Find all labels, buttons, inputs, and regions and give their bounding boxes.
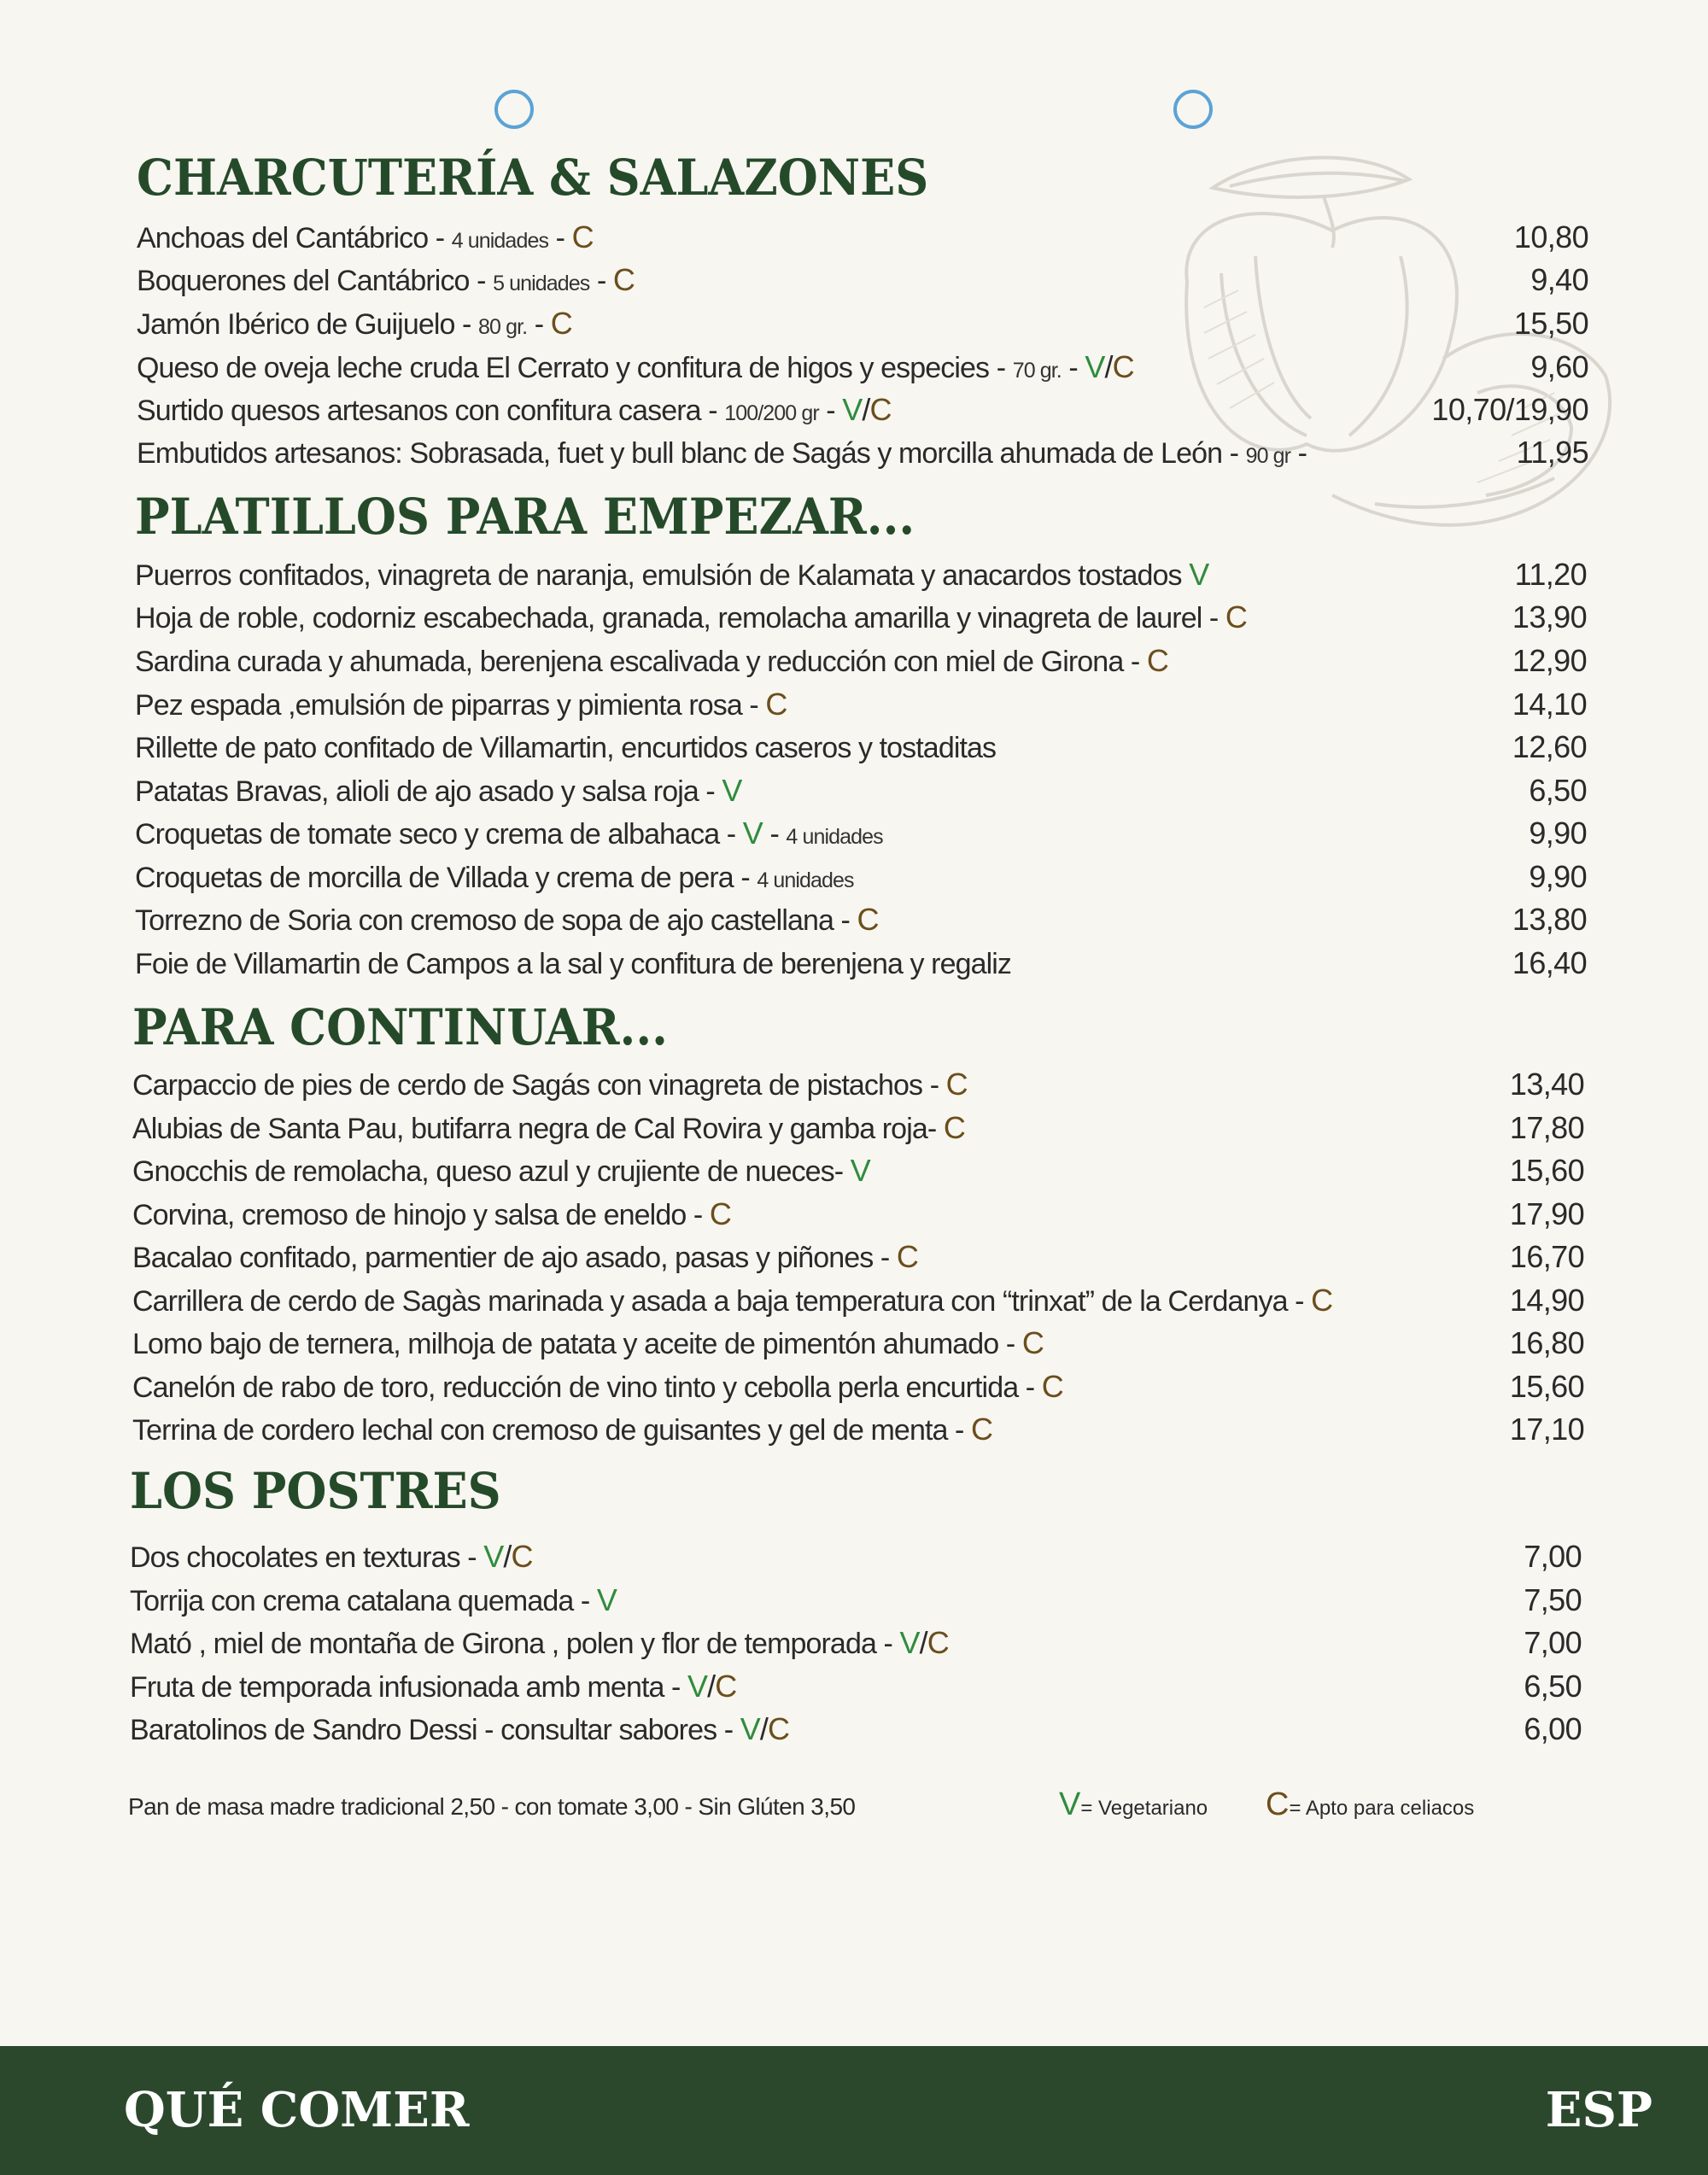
- price: 12,90: [1512, 643, 1587, 678]
- menu-item: Bacalao confitado, parmentier de ajo asado, pasas y piñones - C 16,70: [132, 1236, 1584, 1278]
- price: 6,00: [1524, 1711, 1582, 1746]
- price: 7,00: [1524, 1539, 1582, 1574]
- price: 11,95: [1516, 435, 1588, 470]
- vegetarian-celiac-tag: V/C: [842, 392, 892, 427]
- vegetarian-tag: V: [596, 1582, 617, 1617]
- celiac-tag: C: [765, 687, 787, 722]
- menu-item: Pez espada ,emulsión de piparras y pimienta rosa - C 14,10: [135, 683, 1587, 726]
- price: 6,50: [1524, 1669, 1582, 1704]
- menu-item: Torrezno de Soria con cremoso de sopa de ajo castellana - C 13,80: [135, 898, 1587, 941]
- menu-item: Alubias de Santa Pau, butifarra negra de Cal Rovira y gamba roja- C 17,80: [132, 1107, 1584, 1149]
- price: 12,60: [1512, 729, 1587, 764]
- celiac-tag: C: [1146, 643, 1168, 678]
- price: 16,80: [1509, 1325, 1584, 1360]
- vegetarian-celiac-tag: V/C: [740, 1711, 790, 1746]
- celiac-tag: C: [1021, 1325, 1044, 1360]
- price: 11,20: [1514, 557, 1587, 592]
- celiac-tag: C: [1225, 599, 1248, 634]
- vegetarian-celiac-tag: V/C: [687, 1669, 737, 1704]
- celiac-tag: C: [571, 219, 594, 254]
- vegetarian-tag: V: [850, 1153, 870, 1188]
- menu-item: Croquetas de morcilla de Villada y crema de pera - 4 unidades 9,90: [135, 856, 1587, 898]
- ring-hole-icon: [1173, 90, 1213, 129]
- price: 7,50: [1524, 1582, 1582, 1617]
- menu-item: Hoja de roble, codorniz escabechada, granada, remolacha amarilla y vinagreta de laurel - C 13,90: [135, 596, 1587, 639]
- menu-item: Surtido quesos artesanos con confitura casera - 100/200 gr - V/C 10,70/19,90: [137, 389, 1588, 431]
- menu-item: Canelón de rabo de toro, reducción de vino tinto y cebolla perla encurtida - C 15,60: [132, 1365, 1584, 1408]
- legend-vegetarian: V= Vegetariano: [1059, 1786, 1208, 1822]
- menu-item: Embutidos artesanos: Sobrasada, fuet y bull blanc de Sagás y morcilla ahumada de León - 90 gr - 11,95: [137, 431, 1588, 474]
- celiac-tag: C: [709, 1196, 731, 1231]
- price: 15,60: [1509, 1369, 1584, 1404]
- price: 14,90: [1509, 1283, 1584, 1318]
- menu-item: Jamón Ibérico de Guijuelo - 80 gr. - C 15,50: [137, 302, 1588, 345]
- price: 9,40: [1530, 262, 1588, 297]
- celiac-tag: C: [612, 262, 635, 297]
- vegetarian-tag: V: [722, 773, 742, 808]
- price: 17,90: [1509, 1196, 1584, 1231]
- price: 9,90: [1529, 816, 1587, 851]
- celiac-tag: C: [857, 902, 879, 937]
- menu-item: Fruta de temporada infusionada amb menta - V/C 6,50: [130, 1665, 1582, 1708]
- vegetarian-tag: V: [742, 816, 763, 851]
- price: 9,90: [1529, 859, 1587, 894]
- menu-item: Anchoas del Cantábrico - 4 unidades - C 10,80: [137, 216, 1588, 259]
- menu-item: Puerros confitados, vinagreta de naranja, emulsión de Kalamata y anacardos tostados V 11,20: [135, 553, 1587, 596]
- celiac-tag: C: [945, 1067, 968, 1102]
- price: 17,10: [1509, 1412, 1584, 1447]
- celiac-tag: C: [971, 1412, 993, 1447]
- section-title-postres: LOS POSTRES: [130, 1460, 501, 1520]
- menu-item: Carpaccio de pies de cerdo de Sagás con vinagreta de pistachos - C 13,40: [132, 1063, 1584, 1106]
- menu-item: Foie de Villamartin de Campos a la sal y confitura de berenjena y regaliz 16,40: [135, 942, 1587, 985]
- price: 10,80: [1513, 219, 1588, 254]
- ring-hole-icon: [494, 90, 534, 129]
- price: 17,80: [1509, 1110, 1584, 1145]
- price: 16,70: [1509, 1239, 1584, 1274]
- section-title-continuar: PARA CONTINUAR...: [132, 997, 668, 1056]
- legend-celiac: C= Apto para celiacos: [1266, 1786, 1475, 1822]
- price: 10,70/19,90: [1431, 392, 1588, 427]
- menu-item: Torrija con crema catalana quemada - V 7,50: [130, 1579, 1582, 1622]
- menu-item: Mató , miel de montaña de Girona , polen y flor de temporada - V/C 7,00: [130, 1622, 1582, 1664]
- price: 7,00: [1524, 1625, 1582, 1660]
- section-title-charcuteria: CHARCUTERÍA & SALAZONES: [137, 147, 929, 207]
- menu-item: Rillette de pato confitado de Villamartin, encurtidos caseros y tostaditas 12,60: [135, 726, 1587, 769]
- menu-item: Dos chocolates en texturas - V/C 7,00: [130, 1535, 1582, 1578]
- vegetarian-celiac-tag: V/C: [899, 1625, 949, 1660]
- vegetarian-tag: V: [1189, 557, 1209, 592]
- vegetarian-celiac-tag: V/C: [1085, 349, 1134, 384]
- price: 13,90: [1512, 599, 1587, 634]
- vegetarian-celiac-tag: V/C: [483, 1539, 533, 1574]
- menu-item: Croquetas de tomate seco y crema de albahaca - V - 4 unidades 9,90: [135, 812, 1587, 855]
- price: 13,40: [1509, 1067, 1584, 1102]
- celiac-tag: C: [896, 1239, 919, 1274]
- bread-note: Pan de masa madre tradicional 2,50 - con tomate 3,00 - Sin Glúten 3,50: [128, 1793, 856, 1820]
- menu-item: Patatas Bravas, alioli de ajo asado y salsa roja - V 6,50: [135, 769, 1587, 812]
- price: 15,50: [1513, 306, 1588, 341]
- price: 16,40: [1512, 945, 1587, 980]
- menu-item: Sardina curada y ahumada, berenjena escalivada y reducción con miel de Girona - C 12,90: [135, 640, 1587, 682]
- menu-item: Baratolinos de Sandro Dessi - consultar sabores - V/C 6,00: [130, 1708, 1582, 1751]
- menu-item: Terrina de cordero lechal con cremoso de guisantes y gel de menta - C 17,10: [132, 1408, 1584, 1451]
- section-title-platillos: PLATILLOS PARA EMPEZAR...: [135, 486, 915, 546]
- language-label: ESP: [1545, 2082, 1652, 2138]
- celiac-tag: C: [1041, 1369, 1063, 1404]
- price: 9,60: [1530, 349, 1588, 384]
- menu-item: Lomo bajo de ternera, milhoja de patata y aceite de pimentón ahumado - C 16,80: [132, 1322, 1584, 1365]
- menu-item: Queso de oveja leche cruda El Cerrato y confitura de higos y especies - 70 gr. - V/C 9,60: [137, 346, 1588, 389]
- price: 14,10: [1512, 687, 1587, 722]
- celiac-tag: C: [1311, 1283, 1333, 1318]
- menu-item: Boquerones del Cantábrico - 5 unidades - C 9,40: [137, 259, 1588, 301]
- price: 15,60: [1509, 1153, 1584, 1188]
- menu-item: Carrillera de cerdo de Sagàs marinada y asada a baja temperatura con “trinxat” de la Cerdanya - C 14,90: [132, 1279, 1584, 1322]
- price: 6,50: [1529, 773, 1587, 808]
- menu-item: Corvina, cremoso de hinojo y salsa de eneldo - C 17,90: [132, 1193, 1584, 1236]
- price: 13,80: [1512, 902, 1587, 937]
- celiac-tag: C: [550, 306, 572, 341]
- celiac-tag: C: [943, 1110, 965, 1145]
- footer-title: QUÉ COMER: [124, 2082, 470, 2138]
- menu-item: Gnocchis de remolacha, queso azul y crujiente de nueces- V 15,60: [132, 1149, 1584, 1192]
- footer-bar: [0, 2046, 1708, 2175]
